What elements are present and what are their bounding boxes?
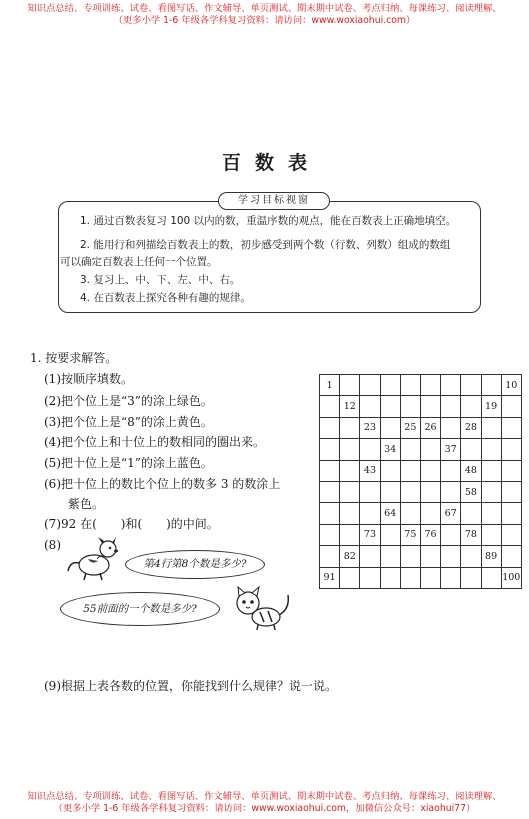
grid-cell-blank[interactable] — [380, 481, 400, 502]
grid-cell-blank[interactable] — [501, 417, 521, 438]
grid-cell-blank[interactable] — [481, 375, 501, 396]
grid-cell-blank[interactable] — [360, 481, 380, 502]
grid-row — [320, 546, 522, 567]
goal-item-2-cont: 可以确定百数表上任何一个位置。 — [60, 256, 218, 268]
bottom-banner — [0, 791, 529, 815]
grid-cell-filled: 48 — [461, 460, 481, 481]
grid-cell-blank[interactable] — [340, 524, 360, 545]
question-item-6: (6)把十位上的数比个位上的数多 3 的数涂上 — [44, 477, 281, 491]
grid-cell-blank[interactable] — [420, 375, 440, 396]
goal-item-4: 4. 在百数表上探究各种有趣的规律。 — [80, 292, 251, 304]
grid-cell-filled: 26 — [420, 417, 440, 438]
grid-cell-blank[interactable] — [461, 567, 481, 588]
bottom-banner-line2: （更多小学 1-6 年级各学科复习资料：请访问：www.woxiaohui.com，加微信公众号：xiaohui77） — [53, 803, 476, 814]
grid-cell-blank[interactable] — [380, 524, 400, 545]
grid-cell-blank[interactable] — [481, 417, 501, 438]
grid-row — [320, 567, 522, 588]
grid-cell-blank[interactable] — [380, 375, 400, 396]
grid-cell-blank[interactable] — [481, 567, 501, 588]
grid-cell-blank[interactable] — [400, 567, 420, 588]
grid-cell-filled: 67 — [441, 503, 461, 524]
goal-item-1: 1. 通过百数表复习 100 以内的数，重温序数的观点，能在百数表上正确地填空。 — [80, 215, 457, 227]
grid-cell-blank[interactable] — [461, 396, 481, 417]
grid-cell-blank[interactable] — [320, 396, 340, 417]
learning-goals-badge: 学习目标视窗 — [218, 192, 330, 210]
grid-cell-blank[interactable] — [441, 567, 461, 588]
grid-cell-filled: 10 — [501, 375, 521, 396]
grid-cell-blank[interactable] — [441, 546, 461, 567]
grid-cell-blank[interactable] — [380, 396, 400, 417]
cat-illustration — [232, 585, 294, 631]
grid-cell-blank[interactable] — [481, 460, 501, 481]
grid-cell-blank[interactable] — [340, 503, 360, 524]
grid-cell-filled: 19 — [481, 396, 501, 417]
grid-cell-blank[interactable] — [340, 481, 360, 502]
grid-cell-filled: 37 — [441, 439, 461, 460]
grid-cell-blank[interactable] — [380, 460, 400, 481]
grid-cell-blank[interactable] — [320, 524, 340, 545]
grid-row — [320, 375, 522, 396]
top-banner-line2: （更多小学 1-6 年级各学科复习资料：请访问：www.woxiaohui.com） — [113, 15, 416, 26]
grid-cell-filled: 78 — [461, 524, 481, 545]
question-heading: 1. 按要求解答。 — [30, 351, 118, 365]
grid-cell-blank[interactable] — [320, 481, 340, 502]
grid-row — [320, 524, 522, 545]
grid-cell-blank[interactable] — [340, 439, 360, 460]
grid-cell-blank[interactable] — [420, 546, 440, 567]
grid-cell-blank[interactable] — [400, 503, 420, 524]
grid-row — [320, 481, 522, 502]
grid-cell-blank[interactable] — [340, 375, 360, 396]
grid-cell-blank[interactable] — [380, 417, 400, 438]
grid-cell-filled: 23 — [360, 417, 380, 438]
grid-cell-blank[interactable] — [340, 567, 360, 588]
grid-cell-blank[interactable] — [360, 439, 380, 460]
grid-cell-blank[interactable] — [441, 481, 461, 502]
grid-cell-blank[interactable] — [400, 546, 420, 567]
grid-cell-blank[interactable] — [501, 524, 521, 545]
grid-cell-blank[interactable] — [501, 546, 521, 567]
grid-cell-filled: 34 — [380, 439, 400, 460]
question-item-2: (2)把个位上是“3”的涂上绿色。 — [44, 394, 213, 408]
grid-cell-blank[interactable] — [400, 375, 420, 396]
grid-cell-filled: 82 — [340, 546, 360, 567]
speech-bubble-row4: 第4行第8个数是多少? — [125, 550, 265, 579]
question-item-8: (8) — [44, 538, 61, 552]
grid-cell-blank[interactable] — [501, 460, 521, 481]
grid-cell-blank[interactable] — [400, 460, 420, 481]
grid-cell-blank[interactable] — [320, 460, 340, 481]
grid-cell-blank[interactable] — [360, 546, 380, 567]
grid-cell-blank[interactable] — [420, 396, 440, 417]
grid-cell-filled: 25 — [400, 417, 420, 438]
grid-cell-filled: 75 — [400, 524, 420, 545]
grid-cell-blank[interactable] — [360, 503, 380, 524]
grid-cell-blank[interactable] — [320, 546, 340, 567]
grid-cell-filled: 1 — [320, 375, 340, 396]
grid-cell-blank[interactable] — [481, 481, 501, 502]
bottom-banner-line1: 知识点总结、专项训练、试卷、看图写话、作文辅导、单页测试、期末期中试卷、考点归纳、每课练习、阅读理解、 — [27, 791, 502, 802]
grid-cell-blank[interactable] — [360, 375, 380, 396]
grid-cell-blank[interactable] — [461, 375, 481, 396]
grid-cell-blank[interactable] — [320, 417, 340, 438]
grid-cell-filled: 89 — [481, 546, 501, 567]
page-title: 百数表 — [221, 152, 321, 174]
grid-cell-blank[interactable] — [441, 375, 461, 396]
question-item-3: (3)把个位上是“8”的涂上黄色。 — [44, 415, 213, 429]
grid-cell-blank[interactable] — [501, 396, 521, 417]
grid-cell-blank[interactable] — [461, 439, 481, 460]
grid-cell-blank[interactable] — [501, 481, 521, 502]
grid-cell-filled: 91 — [320, 567, 340, 588]
grid-cell-filled: 28 — [461, 417, 481, 438]
grid-cell-blank[interactable] — [501, 503, 521, 524]
grid-cell-filled: 73 — [360, 524, 380, 545]
top-banner — [0, 3, 529, 27]
grid-cell-blank[interactable] — [441, 460, 461, 481]
grid-row — [320, 439, 522, 460]
grid-cell-blank[interactable] — [320, 439, 340, 460]
grid-cell-blank[interactable] — [420, 439, 440, 460]
grid-cell-filled: 64 — [380, 503, 400, 524]
grid-cell-filled: 100 — [501, 567, 521, 588]
grid-cell-blank[interactable] — [380, 546, 400, 567]
grid-cell-blank[interactable] — [420, 503, 440, 524]
goal-item-3: 3. 复习上、中、下、左、中、右。 — [80, 274, 241, 286]
grid-row — [320, 503, 522, 524]
question-item-6-cont: 紫色。 — [68, 497, 105, 511]
grid-cell-blank[interactable] — [400, 481, 420, 502]
grid-cell-blank[interactable] — [420, 481, 440, 502]
grid-cell-blank[interactable] — [340, 460, 360, 481]
question-item-5: (5)把十位上是“1”的涂上蓝色。 — [44, 456, 213, 470]
grid-cell-blank[interactable] — [441, 417, 461, 438]
grid-cell-blank[interactable] — [461, 503, 481, 524]
grid-cell-blank[interactable] — [340, 417, 360, 438]
grid-cell-filled: 12 — [340, 396, 360, 417]
goal-item-2: 2. 能用行和列描绘百数表上的数，初步感受到两个数（行数、列数）组成的数组 — [80, 239, 451, 251]
grid-cell-filled: 58 — [461, 481, 481, 502]
grid-cell-blank[interactable] — [360, 396, 380, 417]
grid-cell-blank[interactable] — [501, 439, 521, 460]
grid-cell-blank[interactable] — [420, 460, 440, 481]
grid-cell-blank[interactable] — [481, 503, 501, 524]
question-item-7: (7)92 在( )和( )的中间。 — [44, 517, 219, 531]
question-item-9: (9)根据上表各数的位置，你能找到什么规律？说一说。 — [44, 679, 338, 693]
top-banner-line1: 知识点总结、专项训练、试卷、看图写话、作文辅导、单页测试、期末期中试卷、考点归纳、每课练习、阅读理解、 — [27, 3, 502, 14]
dog-illustration — [64, 535, 124, 581]
speech-bubble-before55: 55前面的一个数是多少? — [60, 592, 220, 626]
grid-cell-blank[interactable] — [461, 546, 481, 567]
grid-cell-blank[interactable] — [481, 524, 501, 545]
question-item-4: (4)把个位上和十位上的数相同的圈出来。 — [44, 435, 265, 449]
grid-cell-blank[interactable] — [441, 524, 461, 545]
grid-row — [320, 396, 522, 417]
grid-cell-filled: 76 — [420, 524, 440, 545]
hundred-chart — [319, 374, 522, 589]
grid-row — [320, 417, 522, 438]
grid-cell-blank[interactable] — [400, 396, 420, 417]
grid-row — [320, 460, 522, 481]
grid-cell-blank[interactable] — [420, 567, 440, 588]
grid-cell-blank[interactable] — [360, 567, 380, 588]
grid-cell-blank[interactable] — [481, 439, 501, 460]
grid-cell-blank[interactable] — [320, 503, 340, 524]
question-item-1: (1)按顺序填数。 — [44, 372, 133, 386]
grid-cell-blank[interactable] — [441, 396, 461, 417]
grid-cell-blank[interactable] — [400, 439, 420, 460]
grid-cell-filled: 43 — [360, 460, 380, 481]
grid-cell-blank[interactable] — [380, 567, 400, 588]
